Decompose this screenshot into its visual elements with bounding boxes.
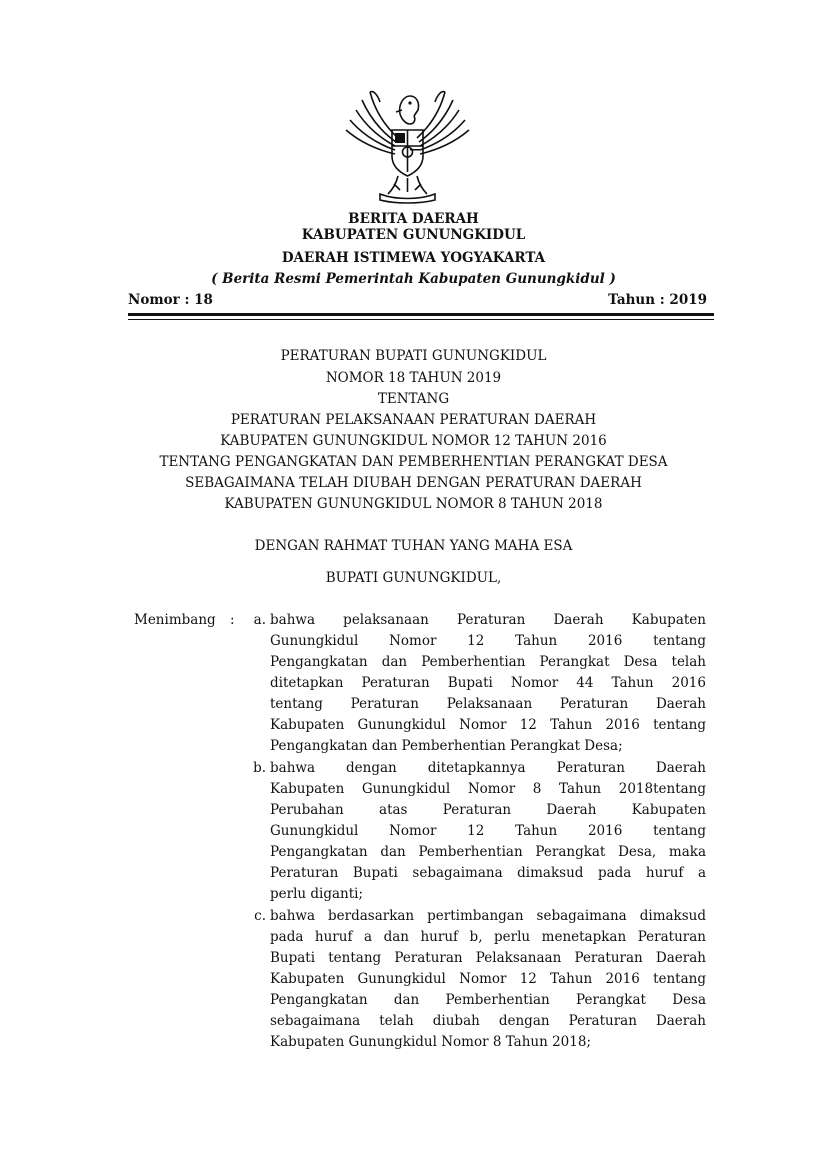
- item-text-line: tentang Peraturan Pelaksanaan Peraturan Daerah: [270, 696, 706, 712]
- item-text-line: bahwa pelaksanaan Peraturan Daerah Kabupaten: [270, 612, 706, 628]
- item-letter: c.: [254, 908, 266, 924]
- item-text-line: Perubahan atas Peraturan Daerah Kabupaten: [270, 802, 706, 818]
- garuda-emblem-icon: [340, 86, 475, 204]
- header-divider-thick: [128, 313, 714, 316]
- item-text-line: bahwa berdasarkan pertimbangan sebagaimana dimaksud: [270, 908, 706, 924]
- header-divider-thin: [128, 319, 714, 320]
- item-text-line: Kabupaten Gunungkidul Nomor 8 Tahun 2018tentang: [270, 781, 706, 797]
- regulation-title-line: TENTANG PENGANGKATAN DAN PEMBERHENTIAN PERANGKAT DESA: [159, 454, 668, 470]
- considerations-colon: :: [230, 612, 235, 628]
- item-letter: b.: [253, 760, 266, 776]
- header-province: DAERAH ISTIMEWA YOGYAKARTA: [281, 250, 546, 266]
- regulation-title-line: NOMOR 18 TAHUN 2019: [325, 370, 502, 386]
- issue-number: Nomor : 18: [128, 292, 213, 308]
- item-text-line: pada huruf a dan huruf b, perlu menetapkan Peraturan: [270, 929, 706, 945]
- item-text-line: ditetapkan Peraturan Bupati Nomor 44 Tahun 2016: [270, 675, 706, 691]
- item-text-line: Bupati tentang Peraturan Pelaksanaan Peraturan Daerah: [270, 950, 706, 966]
- regulation-title-line: KABUPATEN GUNUNGKIDUL NOMOR 8 TAHUN 2018: [224, 496, 603, 512]
- issue-year: Tahun : 2019: [608, 292, 707, 308]
- item-text-line: Pengangkatan dan Pemberhentian Perangkat Desa telah: [270, 654, 706, 670]
- header-regency: KABUPATEN GUNUNGKIDUL: [301, 227, 526, 243]
- item-text-line: bahwa dengan ditetapkannya Peraturan Daerah: [270, 760, 706, 776]
- item-text-line: Kabupaten Gunungkidul Nomor 12 Tahun 2016 tentang: [270, 717, 706, 733]
- considerations-label: Menimbang: [134, 612, 216, 628]
- item-text-line: Kabupaten Gunungkidul Nomor 12 Tahun 2016 tentang: [270, 971, 706, 987]
- item-text-line: Pengangkatan dan Pemberhentian Perangkat Desa: [270, 992, 706, 1008]
- item-text-line: sebagaimana telah diubah dengan Peraturan Daerah: [270, 1013, 706, 1029]
- header-subtitle: ( Berita Resmi Pemerintah Kabupaten Gunungkidul ): [211, 271, 616, 287]
- header-title: BERITA DAERAH: [348, 211, 479, 227]
- item-text-line: Gunungkidul Nomor 12 Tahun 2016 tentang: [270, 633, 706, 649]
- item-text-line: Gunungkidul Nomor 12 Tahun 2016 tentang: [270, 823, 706, 839]
- item-letter: a.: [253, 612, 266, 628]
- regulation-title-line: SEBAGAIMANA TELAH DIUBAH DENGAN PERATURAN DAERAH: [185, 475, 642, 491]
- invocation: DENGAN RAHMAT TUHAN YANG MAHA ESA: [254, 538, 573, 554]
- item-text-line: Peraturan Bupati sebagaimana dimaksud pada huruf a: [270, 865, 706, 881]
- official-title: BUPATI GUNUNGKIDUL,: [325, 570, 502, 586]
- regulation-title-line: KABUPATEN GUNUNGKIDUL NOMOR 12 TAHUN 2016: [220, 433, 607, 449]
- item-text-line: Pengangkatan dan Pemberhentian Perangkat Desa;: [270, 738, 623, 754]
- item-text-line: Pengangkatan dan Pemberhentian Perangkat Desa, maka: [270, 844, 706, 860]
- item-text-line: perlu diganti;: [270, 886, 364, 902]
- regulation-title-line: PERATURAN BUPATI GUNUNGKIDUL: [280, 348, 547, 364]
- regulation-title-line: TENTANG: [377, 391, 450, 407]
- regulation-title-line: PERATURAN PELAKSANAAN PERATURAN DAERAH: [230, 412, 597, 428]
- item-text-line: Kabupaten Gunungkidul Nomor 8 Tahun 2018;: [270, 1034, 591, 1050]
